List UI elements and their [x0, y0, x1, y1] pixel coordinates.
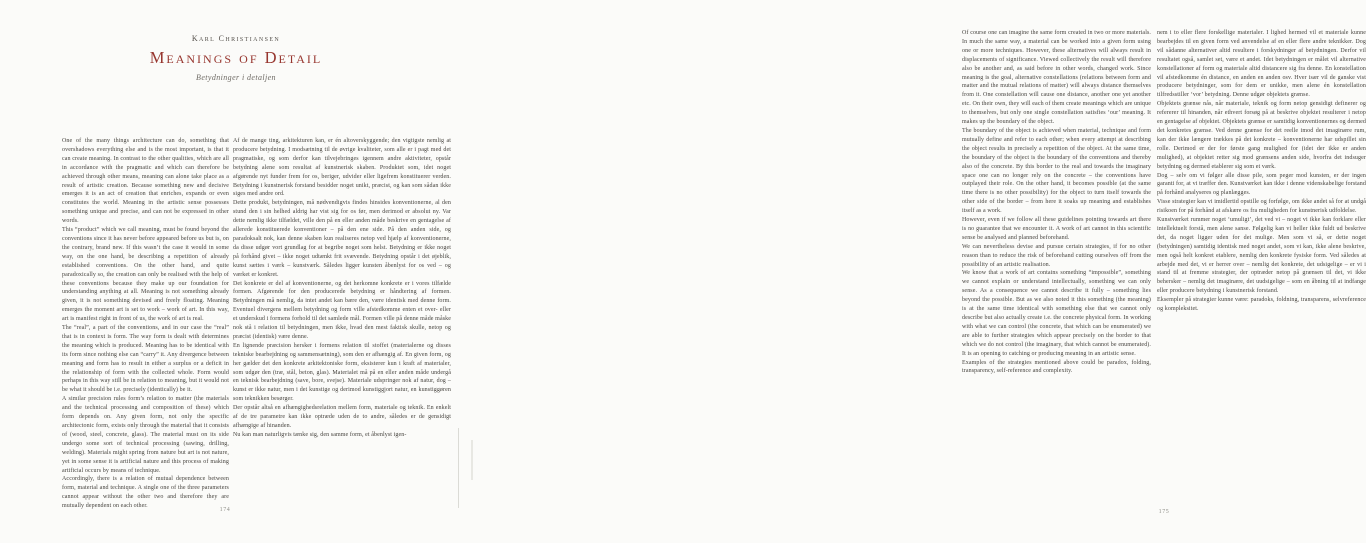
right-page-danish-column: [1157, 29, 1366, 314]
right-page-english-column: [962, 29, 1151, 376]
paragraph: This “product” which we call meaning, must be found beyond the conventions since it has never before appeared before us but is, on the contrary, brand new. If this wasn’t the case it would in some way, on the one hand, be describing a repetition of already established conventions. On the other hand, and quite paradoxically so, the creation can only be realised with the help of these conventions because they make up our foundation for understanding anything at all. Meaning is not something already given, it is not something devised and freely floating. Meaning emerges the moment art is set to work – work of art. In this way, art is manifest right in front of us, the work of art is real.: [62, 227, 229, 323]
chapter-header: [6, 34, 466, 82]
paragraph: Dette produkt, betydningen, må nødvendigvis findes hinsides konventionerne, al den stund den i sin helhed aldrig har vist sig for os før, men derimod er absolut ny. Var dette nemlig ikke tilfældet, ville den på en eller anden måde beskrive en gentagelse af allerede konstituerede konventioner – på den ene side. På den anden side, og paradoksalt nok, kan denne skaben kun realiseres netop ved hjælp af konventionerne, da disse udgør vort grundlag for at begribe noget som helst. Betydning er ikke noget på forhånd givet – ikke noget udtænkt frit svævende. Betydning opstår i det øjeblik, kunst sættes i værk – kunstværk. Således ligger kunsten åbenlyst for os ved – og værket er konkret.: [233, 200, 451, 278]
page-left: [0, 0, 460, 543]
chapter-title: Meanings of Detail: [149, 48, 323, 67]
paragraph: Accordingly, there is a relation of mutual dependence between form, material and technique. A single one of the three parameters cannot appear without the other two and therefore they are mutually dependent on each other.: [62, 476, 229, 510]
chapter-subtitle: Betydninger i detaljen: [196, 73, 276, 82]
paragraph: Visse strategier kan vi imidlertid opstille og forfølge, om ikke andet så for at undgå risikoen for på forhånd at afskære os fra muligheden for kunstnerisk udfoldelse.: [1157, 199, 1366, 215]
paragraph: Dog – selv om vi følger alle disse pile, som peger mod kunsten, er der ingen garanti for, at vi træffer den. Kunstværket kan ikke i denne videnskabelige forstand på forhånd analyseres og planlægges.: [1157, 172, 1366, 197]
author-name: Karl Christiansen: [191, 34, 281, 43]
paragraph: Eksempler på strategier kunne være: paradoks, foldning, transparens, selvreference og kompleksitet.: [1157, 297, 1366, 313]
paragraph: Det konkrete er del af konventionerne, og det herkomne konkrete er i vores tilfælde formen. Afgørende for den producerede betydning er håndtering af formen. Betydningen må nemlig, da intet andet kan bære den, være identisk med denne form. Eventuel divergens mellem betydning og form ville afstedkomme enten et over- eller et underskud i formens forhold til det samlede mål. Formen ville på denne måde måske nok stå i relation til betydningen, men ikke, hvad den mest faktisk skulle, netop og præcist (identisk) være denne.: [233, 280, 451, 340]
paragraph: Examples of the strategies mentioned above could be paradox, folding, transparency, self-reference and complexity.: [962, 359, 1151, 375]
paragraph: The boundary of the object is achieved when material, technique and form mutually define and refer to each other; when every attempt at describing the object results in precisely a repetition of the object. At the same time, the boundary of the object is the boundary of the conventions and thereby also of the concrete. By this border to the real and towards the imaginary space one can no longer rely on the concrete – the conventions have outplayed their role. On the other hand, it becomes possible (at the same time there is no other possibility) for the object to turn itself towards the other side of the border – from here it soaks up meaning and establishes itself as a work.: [962, 127, 1151, 215]
paragraph: En lignende præcision hersker i formens relation til stoffet (materialerne og disses tekniske bearbejdning og sammensætning), som den er afhængig af. En given form, og her gælder det den konkrete arkitektoniske form, eksisterer kun i kraft af materialer, som udgør den (træ, stål, beton, glas). Materialet må på en eller anden måde undergå en teknisk bearbejdning (save, bore, svejse). Materiale udspringer nok af natur, dog – kunst er ikke natur, men i det kunstige og derimod kunstiggjort natur, en kunstiggøren som teknikken besørger.: [233, 342, 451, 403]
page-fold-line: [458, 428, 459, 508]
paragraph: Nu kan man naturligvis tænke sig, den samme form, et åbenlyst igen-: [233, 431, 407, 438]
page-number-left: 174: [219, 507, 231, 513]
paragraph: Of course one can imagine the same form created in two or more materials. In much the same way, a material can be worked into a given form using one or more techniques. However, these alternatives will always result in displacements of significance. Viewed collectively the result will therefore also be another and, as said before in other words, changed work. Since meaning is the goal, alternative constellations (relations between form and matter and the mutual relations of matter) will always distance themselves from it. One constellation will cause one distance, another one yet another etc. On their own, they will each of them create meanings which are unique to themselves, but only one single constellation satisfies ‘our’ meaning. It makes up the boundary of the object.: [962, 30, 1151, 126]
page-fold-shadow: [471, 440, 473, 480]
paragraph: One of the many things architecture can do, something that overshadows everything else and is the most important, is that it can create meaning. In contrast to the other qualities, which are all in accordance with the pragmatic and which can therefore be achieved through other means, meaning can alone take place as a result of artistic creation. Because something new and decisive emerges it is an act of creation that enriches, expands or even constitutes the world. Meaning in the artistic sense possesses something unique and precise, and can not be expressed in other words.: [62, 138, 229, 225]
paragraph: However, even if we follow all these guidelines pointing towards art there is no guarantee that we encounter it. A work of art cannot in this scientific sense be analysed and planned beforehand.: [962, 217, 1151, 241]
page-right: [460, 0, 1366, 543]
left-page-english-column: [62, 137, 229, 511]
left-page-danish-column: [233, 137, 451, 440]
paragraph: Kunstværket rummer noget ‘umuligt’, det ved vi – noget vi ikke kan forklare eller intellektuelt forstå, men alene sanse. Følgelig kan vi heller ikke fuldt ud beskrive det, da noget ligger uden for det mulige. Men som vi så, er dette noget (betydningen) samtidig identisk med noget andet, som vi kan, ikke alene beskrive, men også helt konkret etablere, nemlig den konkrete fysiske form. Ved således at arbejde med det, vi er herrer over – nemlig det konkrete, det udsigelige – er vi i stand til at fremme strategier, der optræder netop på grænsen til det, vi ikke behersker – nemlig det imaginære, det uudsigelige – som en åbning til at indfange eller producere betydning i kunstnerisk forstand.: [1157, 217, 1366, 295]
page-number-right: 175: [1158, 509, 1170, 515]
paragraph: Der opstår altså en afhængighedsrelation mellem form, materiale og teknik. En enkelt af de tre parametre kan ikke optræde uden de to andre, således er de gensidigt afhængige af hinanden.: [233, 405, 451, 429]
paragraph: Af de mange ting, arkitekturen kan, er én altoverskyggende; den vigtigste nemlig at producere betydning. I modsætning til de øvrige kvaliteter, som alle er i pagt med det pragmatiske, og som derfor kan tilvejebringes igennem andre aktiviteter, opstår betydning alene som resultat af kunstnerisk skaben. Produktet som, idet noget afgørende nyt funder frem for os, beriger, udvider eller ligefrem konstituerer verden. Betydning i kunstnerisk forstand besidder noget unikt, præcist, og kan som sådan ikke siges med andre ord.: [233, 138, 451, 198]
paragraph: Objektets grænse nås, når materiale, teknik og form netop gensidigt definerer og refererer til hinanden, når ethvert forsøg på at beskrive objektet resulterer i netop en gentagelse af objektet. Objektets grænse er samtidig konventionernes og dermed det konkretes grænse. Ved denne grænse for det reelle imod det imaginære rum, kan der ikke længere trækkes på det konkrete – konventionerne har udspillet sin rolle. Derimod er der for første gang mulighed for (idet der ikke er anden mulighed), at objektet retter sig mod grænsens anden side, hvorfra det indsuger betydning og dermed etablerer sig som et værk.: [1157, 101, 1366, 170]
paragraph: We can nevertheless devise and pursue certain strategies, if for no other reason than to reduce the risk of beforehand cutting ourselves off from the possibility of an artistic realisation.: [962, 243, 1151, 268]
paragraph: The “real”, a part of the conventions, and in our case the “real” that is in context is form. The way form is dealt with determines the meaning which is produced. Meaning has to be identical with its form since nothing else can “carry” it. Any divergence between meaning and form has to result in either a surplus or a deficit in the relationship of form with the collected whole. Form would perhaps in this way still be in relation to meaning, but it would not be what it should be i.e. precisely (identically) be it.: [62, 325, 229, 394]
paragraph: nem i to eller flere forskellige materialer. I lighed hermed vil et materiale kunne bearbejdes til en given form ved anvendelse af en eller flere andre teknikker. Dog vil sådanne alternativer altid resultere i forskydninger af betydningen. Derfor vil resultatet også, samlet set, være et andet. Idet betydningen er målet vil alternative konstellationer af form og materiale altid distancere sig fra denne. En konstellation vil afstedkomme én distance, en anden en anden osv. Hver især vil de ganske vist producere betydninger, som for dem er unikke, men alene én konstellation tilfredsstiller ‘vor’ betydning. Denne udgør objektets grænse.: [1157, 30, 1366, 99]
paragraph: A similar precision rules form’s relation to matter (the materials and the technical processing and composition of these) which form depends on. Any given form, not only the specific architectonic form, exists only through the material that it consists of (wood, steel, concrete, glass). The material must on its side undergo some sort of technical processing (sawing, drilling, welding). Materials might spring from nature but art is not nature, yet in some sense it is artificial nature and this process of making artificial occurs by means of technique.: [62, 396, 229, 474]
paragraph: We know that a work of art contains something “impossible”, something we cannot explain or understand intellectually, something we can only sense. As a consequence we cannot describe it fully – something lies beyond the possible. But as we also noted it this something (the meaning) is at the same time identical with something else that we cannot only describe but also actually create i.e. the concrete physical form. In working with what we can control (the concrete, that which can be enumerated) we are able to further strategies which appear precisely on the border to that which we do not control (the imaginary, that which cannot be enumerated). It is an opening to catching or producing meaning in an artistic sense.: [962, 270, 1151, 357]
